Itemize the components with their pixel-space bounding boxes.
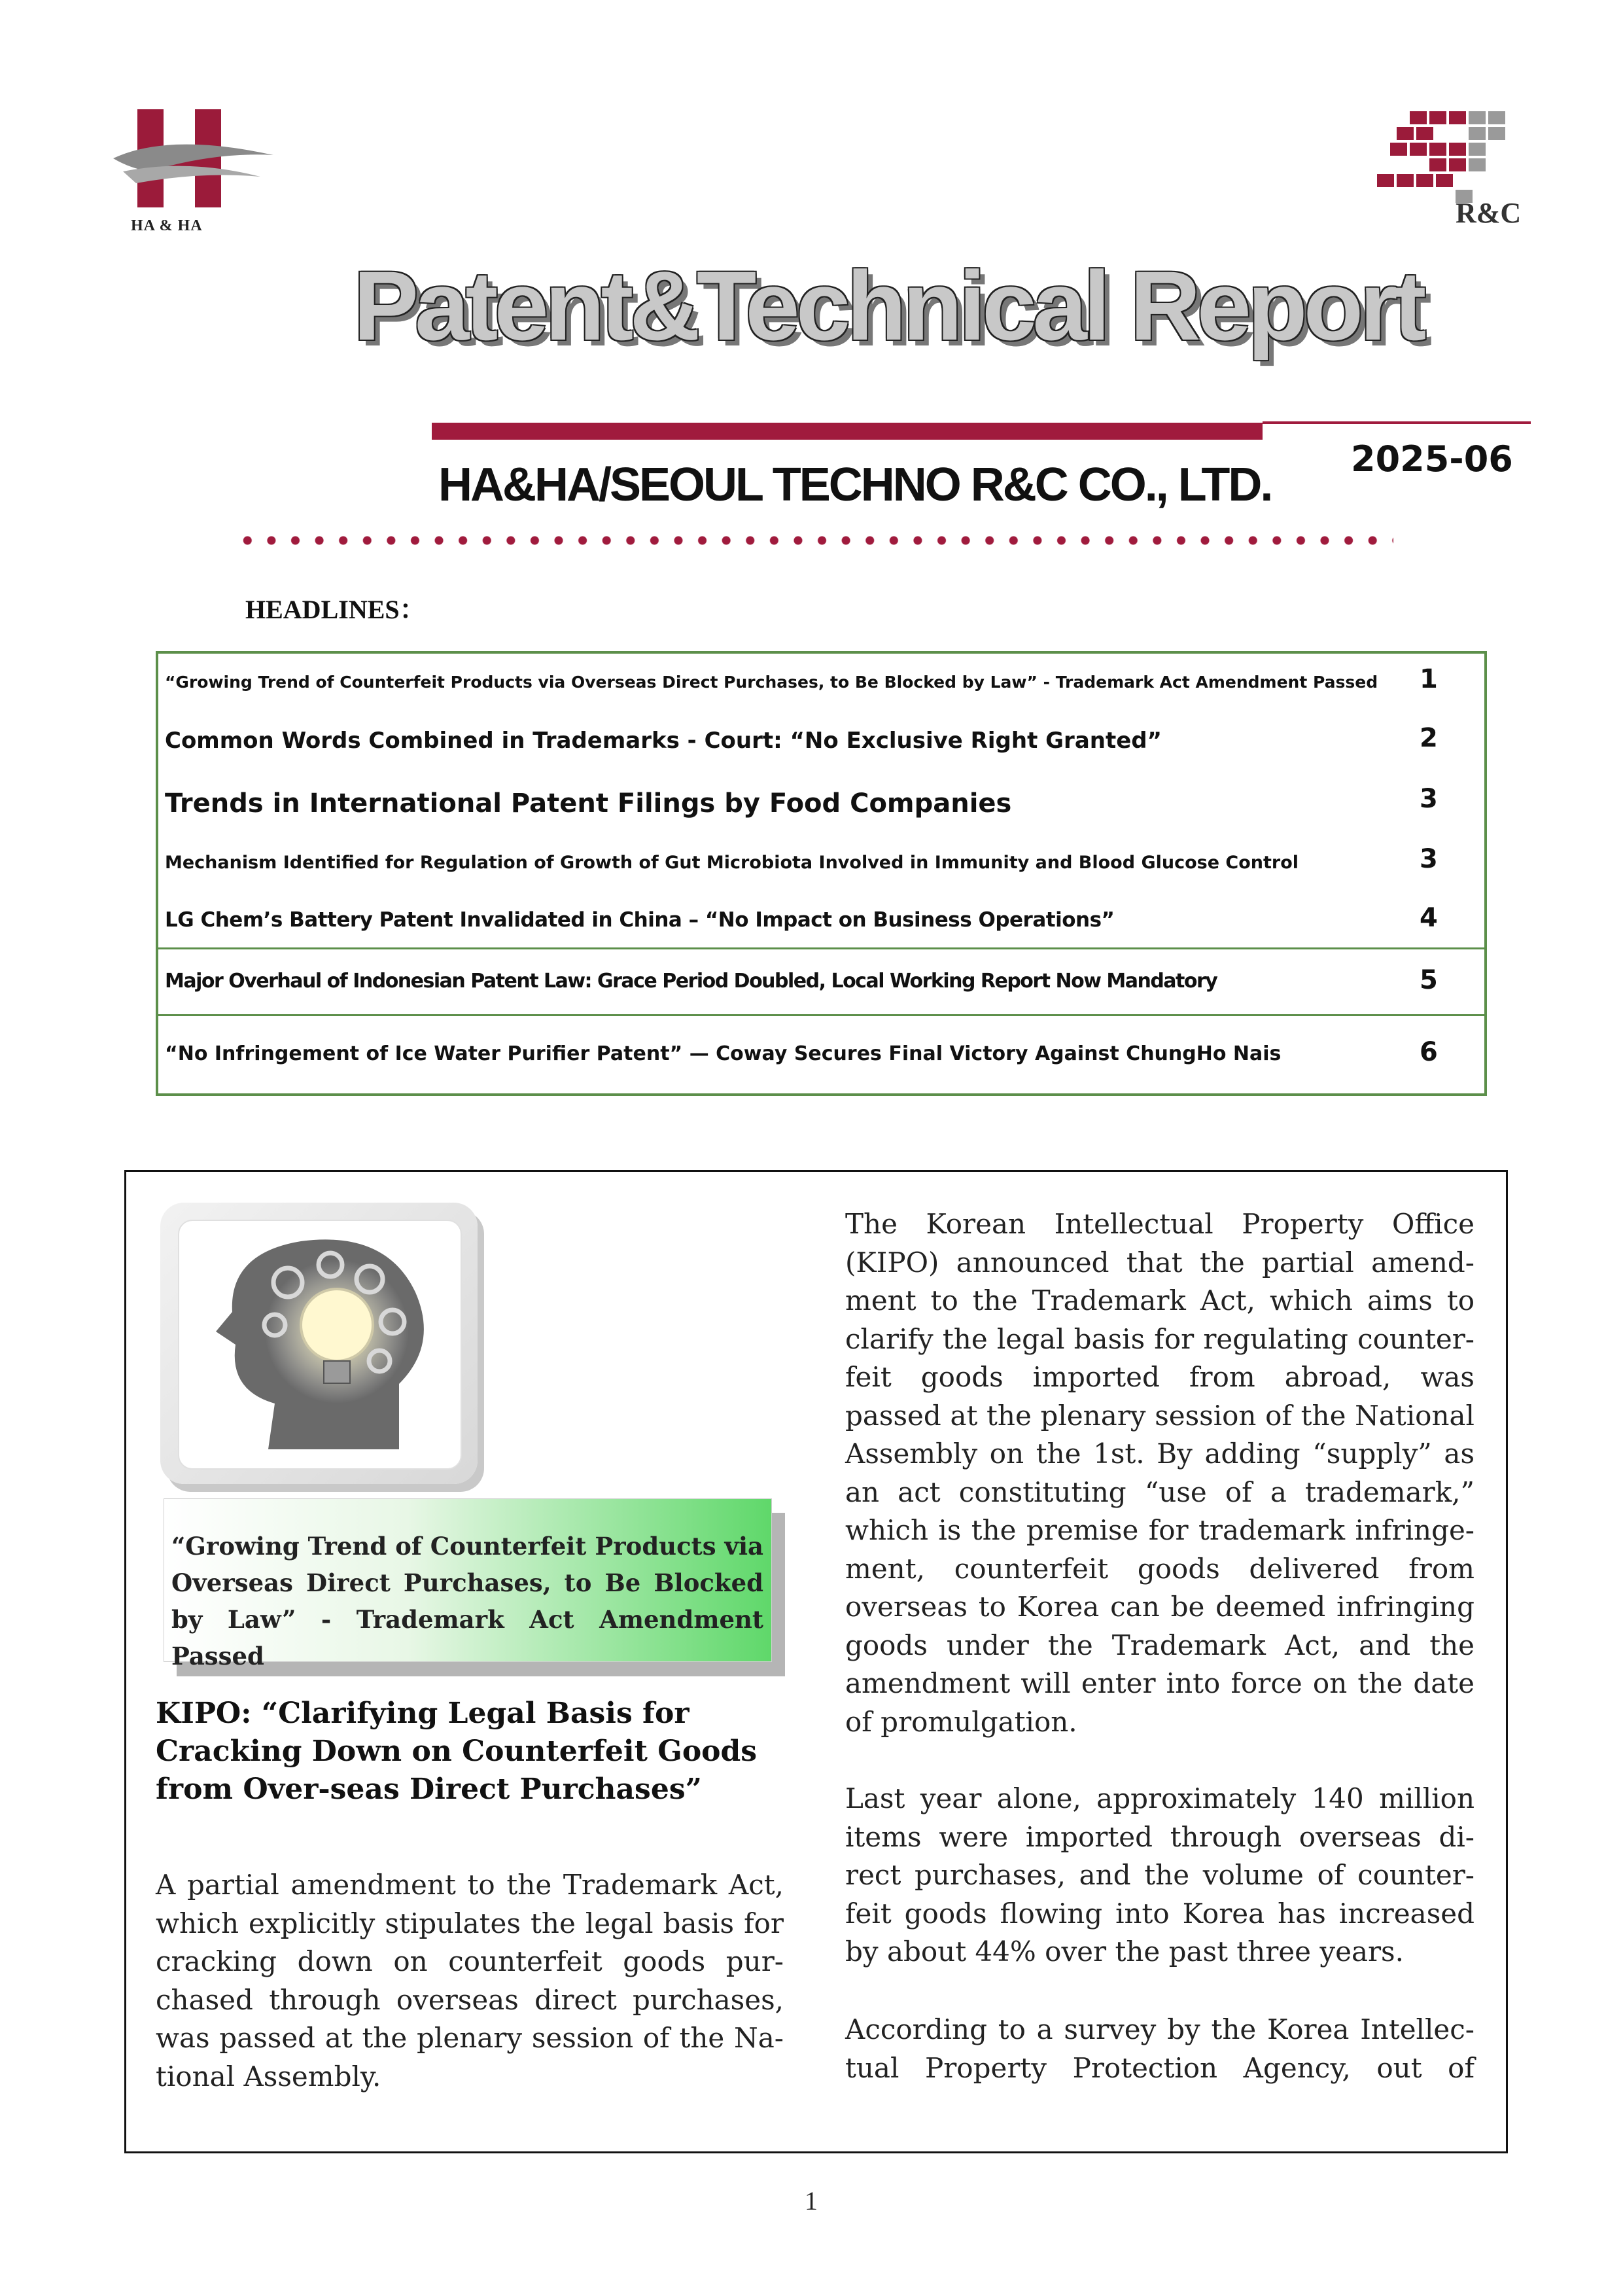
report-title: Patent&Technical Report [353, 251, 1423, 361]
logo-right-label: R&C [1456, 197, 1522, 229]
head-lightbulb-icon [190, 1233, 451, 1456]
page-number: 1 [805, 2186, 818, 2216]
headline-5-page: 4 [1420, 903, 1438, 933]
logo-left-label: HA & HA [131, 217, 203, 234]
article-caption: “Growing Trend of Counterfeit Products via Overseas Direct Purchases, to Be Blocked by Law” - Trademark Act Amendment Passed [171, 1532, 763, 1670]
headline-1[interactable]: “Growing Trend of Counterfeit Products via Overseas Direct Purchases, to Be Blocked by Law” - Trademark Act Amendment Passed [165, 673, 1378, 692]
headline-1-page: 1 [1420, 664, 1438, 694]
article-paragraph-1: The Korean Intellectual Property Office (KIPO) announced that the partial amend-ment to the Trademark Act, which aims to clarify the legal basis for regulating counter-feit goods imported from abroad, was passed at the plenary session of the National Assembly on the 1st. By adding “supply” as an act constituting “use of a trademark,” which is the premise for trademark infringe-ment, counterfeit goods delivered from overseas to Korea can be deemed infringing goods under the Trademark Act, and the amendment will enter into force on the date of promulgation. [845, 1208, 1475, 1738]
article-lead-paragraph: A partial amendment to the Trademark Act, which explicitly stipulates the legal basis for cracking down on counterfeit goods pur-chased through overseas direct purchases, was passed at the plenary session of the Na-tional Assembly. [156, 1869, 784, 2093]
headline-5[interactable]: LG Chem’s Battery Patent Invalidated in China – “No Impact on Business Operations” [165, 908, 1115, 932]
headline-3-page: 3 [1420, 784, 1438, 814]
headline-4[interactable]: Mechanism Identified for Regulation of Growth of Gut Microbiota Involved in Immunity and Blood Glucose Control [165, 853, 1299, 873]
article-paragraph-2: Last year alone, approximately 140 million items were imported through overseas di-rect purchases, and the volume of counter-feit goods flowing into Korea has increased by about 44% over the past three years. [845, 1782, 1475, 1968]
headlines-divider-2 [157, 1014, 1486, 1016]
dotted-divider [236, 535, 1393, 546]
article-subheading: KIPO: “Clarifying Legal Basis for Cracking Down on Counterfeit Goods from Over-seas Direct Purchases” [156, 1697, 758, 1806]
title-rule-thin [1263, 421, 1531, 424]
title-rule-thick [432, 423, 1263, 440]
headline-2[interactable]: Common Words Combined in Trademarks - Court: “No Exclusive Right Granted” [165, 728, 1162, 754]
headline-7-page: 6 [1420, 1037, 1438, 1067]
company-name: HA&HA/SEOUL TECHNO R&C CO., LTD. [438, 459, 1272, 511]
issue-number: 2025-06 [1351, 438, 1513, 480]
headlines-box [156, 651, 1487, 1096]
headline-3[interactable]: Trends in International Patent Filings by Food Companies [165, 788, 1012, 819]
headline-2-page: 2 [1420, 723, 1438, 753]
headlines-divider-1 [157, 947, 1486, 949]
headline-7[interactable]: “No Infringement of Ice Water Purifier Patent” — Coway Secures Final Victory Against ChungHo Nais [165, 1042, 1282, 1065]
article-paragraph-3: According to a survey by the Korea Intellec-tual Property Protection Agency, out of [845, 2013, 1475, 2084]
headlines-label: HEADLINES： [245, 595, 426, 624]
headline-4-page: 3 [1420, 844, 1438, 874]
headline-6[interactable]: Major Overhaul of Indonesian Patent Law: Grace Period Doubled, Local Working Report Now Mandatory [165, 970, 1217, 993]
headline-6-page: 5 [1420, 965, 1438, 995]
